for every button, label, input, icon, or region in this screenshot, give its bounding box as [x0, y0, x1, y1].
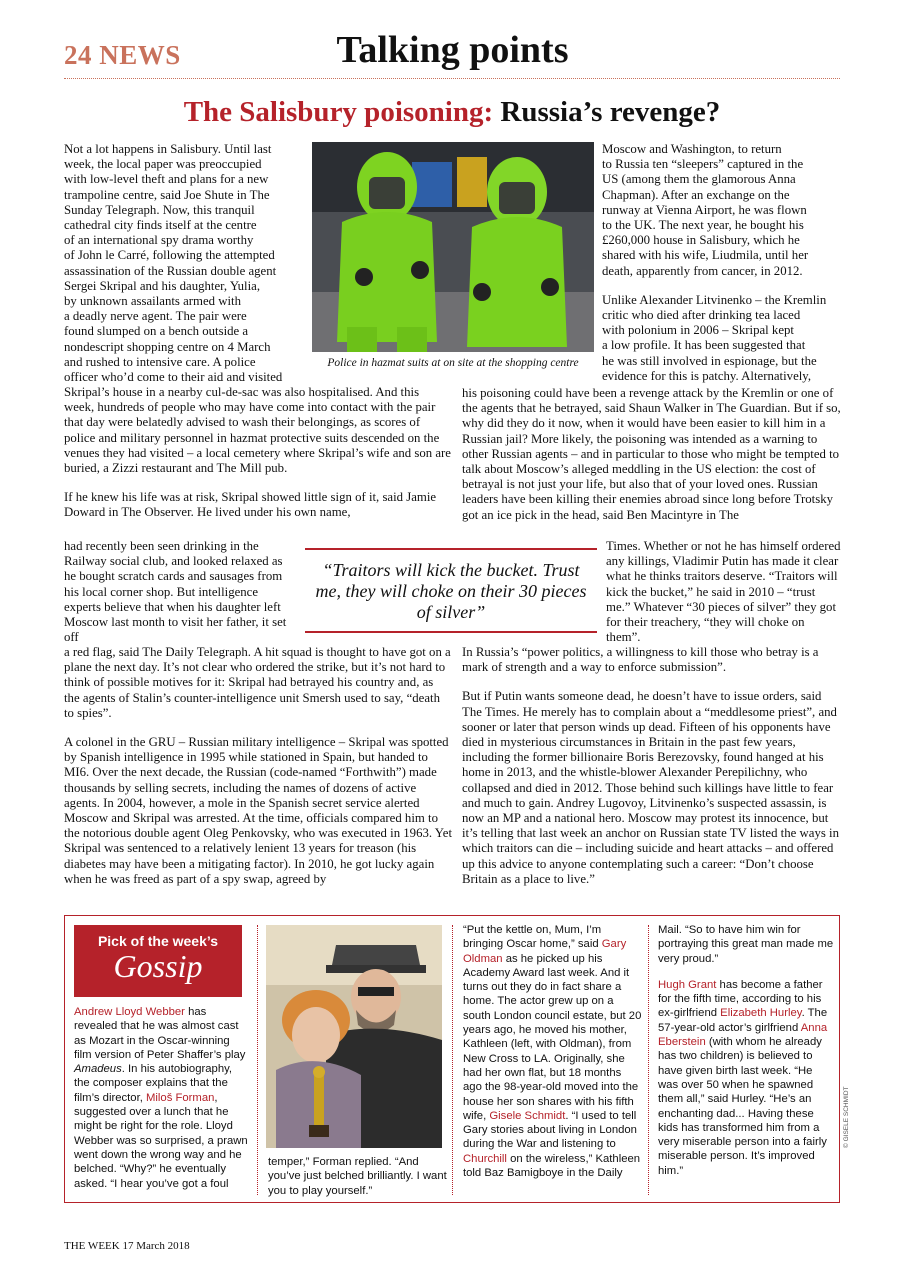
gossip-col1 [74, 1005, 250, 1191]
article-col2-rest [462, 645, 842, 901]
article-line: shared with his wife, Liudmila, until her [602, 248, 809, 263]
para-red-flag: a red flag, said The Daily Telegraph. A hit squad is thought to have got on a plane the next day. It’s not clear who ordered the strike, but it’s not hard to think of possible motives for it: Skripal had betrayed his country and, as the agents of Stalin’s counter-intelligence unit Smersh used to say, “death to spies”. [64, 645, 451, 720]
name-gisele-schmidt: Gisele Schmidt [489, 1109, 566, 1122]
gossip-text: on the wireless,” Kathleen told Baz Bamigboye in the Daily [463, 1152, 641, 1180]
gossip-text: . In his autobiography, the composer explains that the film’s director, [74, 1063, 233, 1104]
article-line: he was still involved in espionage, but the [602, 353, 817, 368]
title-amadeus: Amadeus [74, 1063, 122, 1076]
photo-caption: Police in hazmat suits at on site at the shopping centre [327, 357, 579, 369]
gossip-text: temper,” Forman replied. “And you’ve just belched brilliantly. I want you to play yourself.” [268, 1156, 447, 1197]
article-line: Unlike Alexander Litvinenko – the Kremlin [602, 292, 827, 307]
oldman-photo [266, 925, 442, 1148]
para-drinking: had recently been seen drinking in the Railway social club, and looked relaxed as he bought scratch cards and sausages from his local corner shop. But intelligence experts believe that when his daughter left Moscow last month to visit her father, it set off [64, 539, 287, 645]
gossip-separator [257, 925, 258, 1195]
gossip-text: . “I used to tell Gary stories about living in London during the War and listening to [463, 1109, 637, 1151]
gossip-col2 [268, 1155, 448, 1198]
article-line: nondescript shopping centre on 4 March [64, 339, 271, 354]
gossip-banner-line2: Gossip [113, 948, 203, 984]
article-line: death, apparently from cancer, in 2012. [602, 263, 803, 278]
article-line: a deadly nerve agent. The pair were [64, 309, 247, 324]
footer-issue: THE WEEK 17 March 2018 [64, 1240, 190, 1252]
article-line: to Russia ten “sleepers” captured in the [602, 157, 804, 172]
article-line: of John le Carré, following the attempted [64, 248, 275, 263]
article-col1-wide [64, 385, 452, 535]
name-anna-eberstein: Anna Eberstein [658, 1021, 828, 1049]
article-col1-narrow [64, 539, 290, 659]
para-power-politics: In Russia’s “power politics, a willingness to kill those who betray is a mark of strength and a way to enforce submission”. [462, 645, 819, 675]
article-line: of an international spy drama worthy [64, 233, 254, 248]
article-line: by unknown assailants armed with [64, 294, 241, 309]
section-label: NEWS [99, 40, 181, 70]
name-churchill: Churchill [463, 1152, 507, 1165]
article-line: Not a lot happens in Salisbury. Until last [64, 142, 272, 156]
article-line: Sunday Telegraph. Now, this tranquil [64, 202, 255, 217]
headline-red: The Salisbury poisoning: [183, 96, 494, 128]
article-col2-wide [462, 386, 842, 537]
article-line: Moscow and Washington, to return [602, 142, 782, 156]
article-line: a low profile. It has been suggested that [602, 338, 806, 353]
page-title: Talking points [336, 29, 569, 71]
name-gary-oldman: Gary Oldman [463, 938, 627, 965]
page-number: 24 NEWS [64, 40, 181, 70]
article-headline [64, 96, 840, 129]
gossip-text: “Put the kettle on, Mum, I’m bringing Oscar home,” said [463, 924, 602, 951]
article-line: US (among them the glamorous Anna [602, 172, 796, 187]
gossip-col3 [463, 923, 643, 1180]
article-line: runway at Vienna Airport, he was flown [602, 202, 807, 217]
para-revenge: his poisoning could have been a revenge attack by the Kremlin or one of the agents that he betrayed, said Shaun Walker in The Guardian. But if so, why did they do it now, when it would have been easier to kill him in a Russian jail? More likely, the poisoning was intended as a warning to other Russian agents – and in particular to those who might be tempted to talk about Moscow’s alleged meddling in the US election: the cost of betrayal is not just your life, but also that of your loved ones. Russian leaders have been killing their enemies abroad since long before Trotsky got an ice pick in the head, said Ben Macintyre in The [462, 386, 841, 522]
gossip-text: as he picked up his Academy Award last week. And it turns out they do in fact share a home. The actor grew up on a south London council estate, but 20 years ago, he moved his mother, Kathleen (left, with Oldman), from New Cross to LA. Originally, she had her own flat, but 18 months ago the 98-year-old moved into the house her son shares with his fifth wife, [463, 952, 642, 1122]
gossip-text: has become a father for the fifth time, according to his ex-girlfriend [658, 978, 823, 1020]
para-putin-traitors: Times. Whether or not he has himself ordered any killings, Vladimir Putin has made it clear what he thinks traitors deserve. “Traitors will kick the bucket,” he said in 2010 – “trust me.” Whatever “30 pieces of silver” they got for their treachery, “they will choke on them”. [606, 539, 841, 645]
article-line: Chapman). After an exchange on the [602, 187, 790, 202]
para-doward-intro: If he knew his life was at risk, Skripal showed little sign of it, said Jamie Doward in The Observer. He lived under his own name, [64, 490, 437, 520]
headline-black: Russia’s revenge? [500, 96, 721, 128]
photo-credit: © GISELE SCHMIDT [843, 1086, 850, 1148]
article-line: cathedral city finds itself at the centre [64, 218, 257, 233]
para-salisbury-hospital: Skripal’s house in a nearby cul-de-sac was also hospitalised. And this week, hundreds of people who may have come into contact with the pair that day were belatedly advised to wash their belongings, as scores of police and military personnel in hazmat protective suits descended on the venues they had visited – a local cemetery where Skripal’s wife and son are buried, a Zizzi restaurant and The Mill pub. [64, 385, 451, 476]
article-line: critic who died after drinking tea laced [602, 308, 801, 323]
para-gru-colonel: A colonel in the GRU – Russian military intelligence – Skripal was spotted by Spanish intelligence in 1995 while stationed in Spain, but handed to MI6. Over the next decade, the Russian (code-named “Forthwith”) made thousands by selling secrets, including the names of dozens of active agents. In 2004, however, a mole in the Spanish secret service alerted Moscow and Skripal was arrested. At the time, officials compared him to the notorious double agent Oleg Penkovsky, who was executed in 1963. Yet Skripal was sentenced to a relatively lenient 13 years for treason (his diabetes may have been a mitigating factor). In 2010, he got lucky again when he was freed as part of a spy swap, agreed by [64, 735, 452, 886]
pull-quote: “Traitors will kick the bucket. Trust me, they will choke on their 30 pieces of silver” [305, 548, 597, 633]
article-line: and rushed to intensive care. A police [64, 354, 256, 369]
article-col1-rest [64, 645, 452, 901]
article-col1-top [64, 142, 308, 385]
article-line: to the UK. The next year, he bought his [602, 218, 804, 233]
article-line: evidence for this is patchy. Alternatively, [602, 368, 812, 383]
article-line: £260,000 house in Salisbury, which he [602, 233, 800, 248]
article-col3-narrow [606, 539, 842, 659]
article-line: assassination of the Russian double agent [64, 263, 277, 278]
gossip-text: (with whom he already has two children) is believed to have given birth last week. “He was over 50 when he spawned them all,” said Hurley. “He’s an enchanting dad... Having these kids has transformed him from a very miserable person into a fairly miserable person. It’s improved him.” [658, 1036, 827, 1177]
gossip-text: , suggested over a lunch that he might be right for the role. Lloyd Webber was so surprised, a prawn went down the wrong way and he belched. “Why?” he eventually asked. “I hear you’ve got a foul [74, 1091, 248, 1190]
gossip-separator [648, 925, 649, 1195]
name-forman: Miloš Forman [145, 1091, 215, 1104]
gossip-text: has revealed that he was almost cast as Mozart in the Oscar-winning film version of Peter Shaffer’s play [74, 1006, 246, 1061]
gossip-col4 [658, 923, 834, 1178]
gossip-separator [452, 925, 453, 1195]
header-divider [64, 78, 840, 79]
article-line: with low-level theft and plans for a new [64, 172, 269, 187]
article-line: trampoline centre, said Joe Shute in The [64, 187, 270, 202]
article-line: week, the local paper was preoccupied [64, 157, 262, 172]
hazmat-photo [312, 142, 594, 352]
name-lloyd-webber: Andrew Lloyd Webber [74, 1006, 185, 1018]
gossip-banner [74, 925, 242, 997]
gossip-text: Mail. “So to have him win for portraying this great man made me very proud.” [658, 924, 834, 965]
article-line: with polonium in 2006 – Skripal kept [602, 323, 794, 338]
name-hugh-grant: Hugh Grant [658, 978, 717, 991]
article-line: found slumped on a bench outside a [64, 324, 249, 339]
article-col3-top [602, 142, 842, 384]
article-line: Sergei Skripal and his daughter, Yulia, [64, 278, 261, 293]
gossip-text: . The 57-year-old actor’s girlfriend [658, 1007, 828, 1034]
para-meddlesome-priest: But if Putin wants someone dead, he doesn’t have to issue orders, said The Times. He merely has to complain about a “meddlesome priest”, and sooner or later that person winds up dead. Fifteen of his opponents have died in mysterious circumstances in Britain in the past few years, including the former billionaire Boris Berezovsky, found hanged at his home in 2013, and the whistle-blower Alexander Perepilichny, who collapsed and died in 2012. Those behind such killings have little to fear and much to gain. Andrey Lugovoy, Litvinenko’s suspected assassin, is now an MP and a national hero. Moscow may protest its innocence, but it’s telling that last week an anchor on Russian state TV listed the ways in which traitors can die – including suicide and heart attacks – and offered up this advice to anyone contemplating such a career: “Don’t choose Britain as a place to live.” [462, 689, 839, 886]
name-elizabeth-hurley: Elizabeth Hurley [720, 1007, 802, 1020]
gossip-banner-line1: Pick of the week’s [97, 933, 219, 949]
article-line: officer who’d come to their aid and visited [64, 370, 283, 385]
